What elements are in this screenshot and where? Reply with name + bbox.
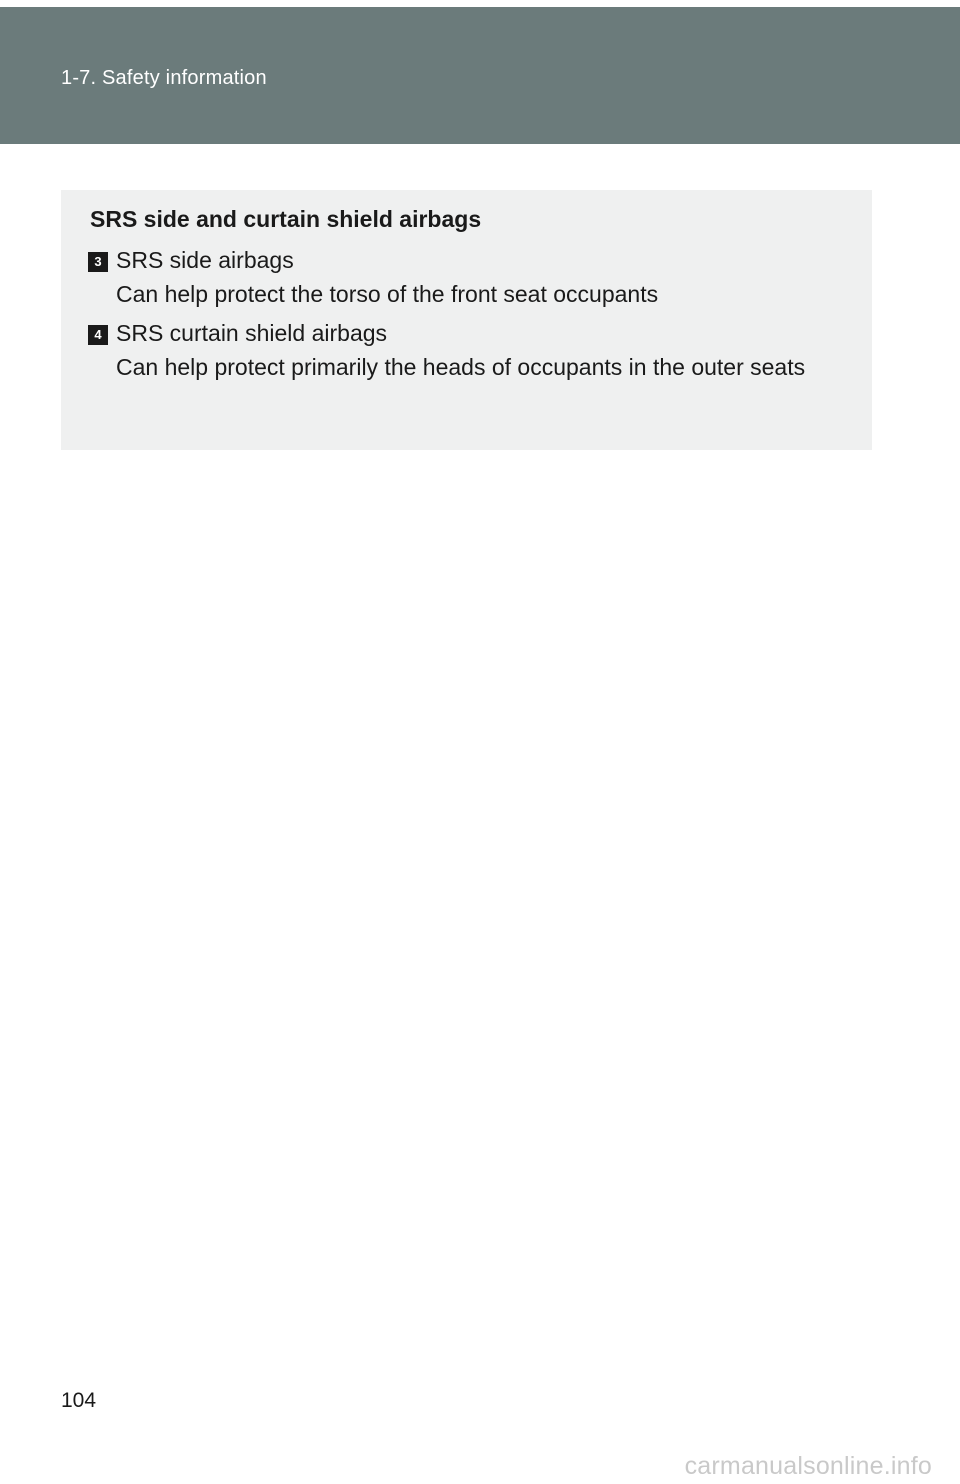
header-band <box>0 7 960 144</box>
section-title: 1-7. Safety information <box>61 67 267 89</box>
info-box <box>61 190 872 450</box>
item-label: SRS side airbags <box>116 247 294 273</box>
number-badge: 3 <box>88 252 108 272</box>
item-text <box>116 243 837 311</box>
item-description: Can help protect the torso of the front seat occupants <box>116 281 659 307</box>
item-label: SRS curtain shield airbags <box>116 320 388 346</box>
number-badge: 4 <box>88 325 108 345</box>
item-text <box>116 316 837 384</box>
watermark: carmanualsonline.info <box>684 1452 932 1480</box>
page-number: 104 <box>61 1389 97 1412</box>
item-description: Can help protect primarily the heads of occupants in the outer seats <box>116 354 806 380</box>
box-heading: SRS side and curtain shield airbags <box>90 206 482 232</box>
